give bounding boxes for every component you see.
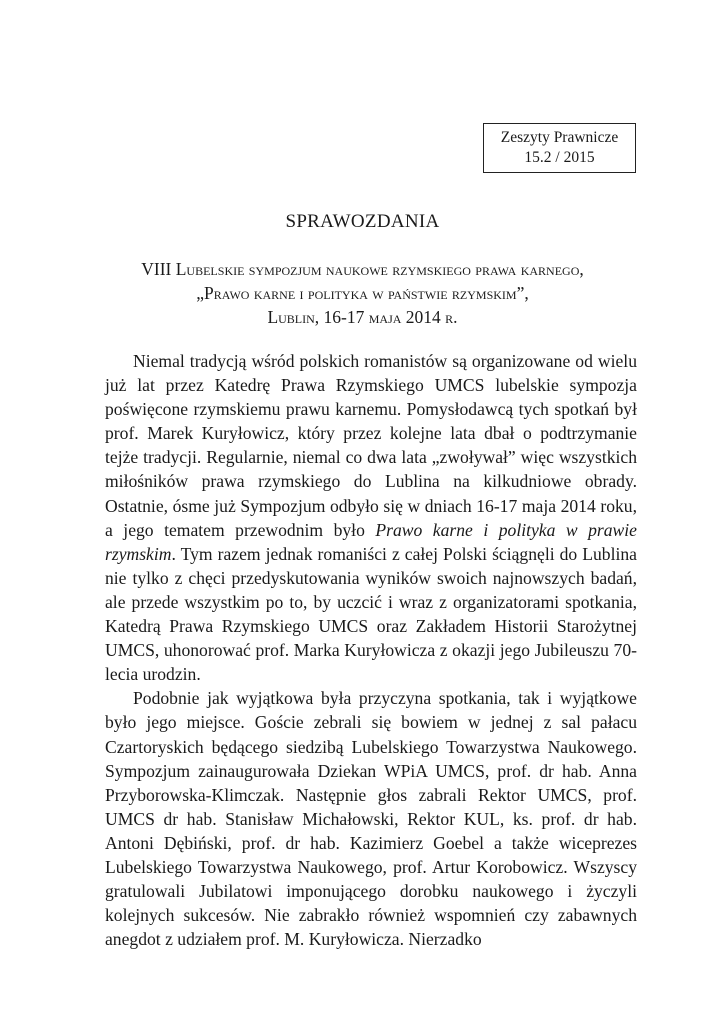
paragraph-2: Podobnie jak wyjątkowa była przyczyna spotkania, tak i wyjątkowe było jego miejsce. Goście zebrali się bowiem w jednej z sal pałacu Czartoryskich będącego siedzibą Lubelskiego Towarzystwa Naukowego. Sympozjum zainaugurowała Dziekan WPiA UMCS, prof. dr hab. Anna Przyborowska-Klimczak. Następnie głos zabrali Rektor UMCS, prof. UMCS dr hab. Stanisław Michałowski, Rektor KUL, ks. prof. dr hab. Antoni Dębiński, prof. dr hab. Kazimierz Goebel a także wiceprezes Lubelskiego Towarzystwa Naukowego, prof. Artur Korobowicz. Wszyscy gratulowali Jubilatowi imponującego dorobku naukowego i życzyli kolejnych sukcesów. Nie zabrakło również wspomnień czy zabawnych anegdot z udziałem prof. M. Kuryłowicza. Nierzadko xyxy=(105,688,637,950)
journal-citation-box xyxy=(483,123,636,173)
report-heading-line-3: Lublin, 16-17 maja 2014 r. xyxy=(267,307,458,327)
paragraph-1-text-b: . Tym razem jednak romaniści z całej Polski ściągnęli do Lublina nie tylko z chęci przedyskutowania wyników swoich najnowszych badań, ale przede wszystkim po to, by uczcić i wraz z organizatorami spotkania, Katedrą Prawa Rzymskiego UMCS oraz Zakładem Historii Starożytnej UMCS, uhonorować prof. Marka Kuryłowicza z okazji jego Jubileuszu 70-lecia urodzin. xyxy=(105,543,637,685)
report-heading-line-1: VIII Lubelskie sympozjum naukowe rzymskiego prawa karnego, xyxy=(141,259,584,279)
journal-name: Zeszyty Prawnicze xyxy=(500,129,619,146)
report-heading-line-2: „Prawo karne i polityka w państwie rzymskim”, xyxy=(196,283,529,303)
article-body xyxy=(105,349,637,951)
journal-issue: 15.2 / 2015 xyxy=(524,149,595,166)
paragraph-1-text-a: Niemal tradycją wśród polskich romanistów są organizowane od wielu już lat przez Katedrę Prawa Rzymskiego UMCS lubelskie sympozja poświęcone rzymskiemu prawu karnemu. Pomysłodawcą tych spotkań był prof. Marek Kuryłowicz, który przez kolejne lata dbał o podtrzymanie tejże tradycji. Regularnie, niemal co dwa lata „zwoływał” więc wszystkich miłośników prawa rzymskiego do Lublina na kilkudniowe obrady. Ostatnie, ósme już Sympozjum odbyło się w dniach 16-17 maja 2014 roku, a jego tematem przewodnim było xyxy=(105,351,637,540)
paragraph-1 xyxy=(105,349,637,686)
conference-theme-italic: Prawo karne i polityka w prawie rzymskim xyxy=(105,519,637,564)
report-heading xyxy=(0,257,725,329)
section-title: SPRAWOZDANIA xyxy=(285,211,440,232)
